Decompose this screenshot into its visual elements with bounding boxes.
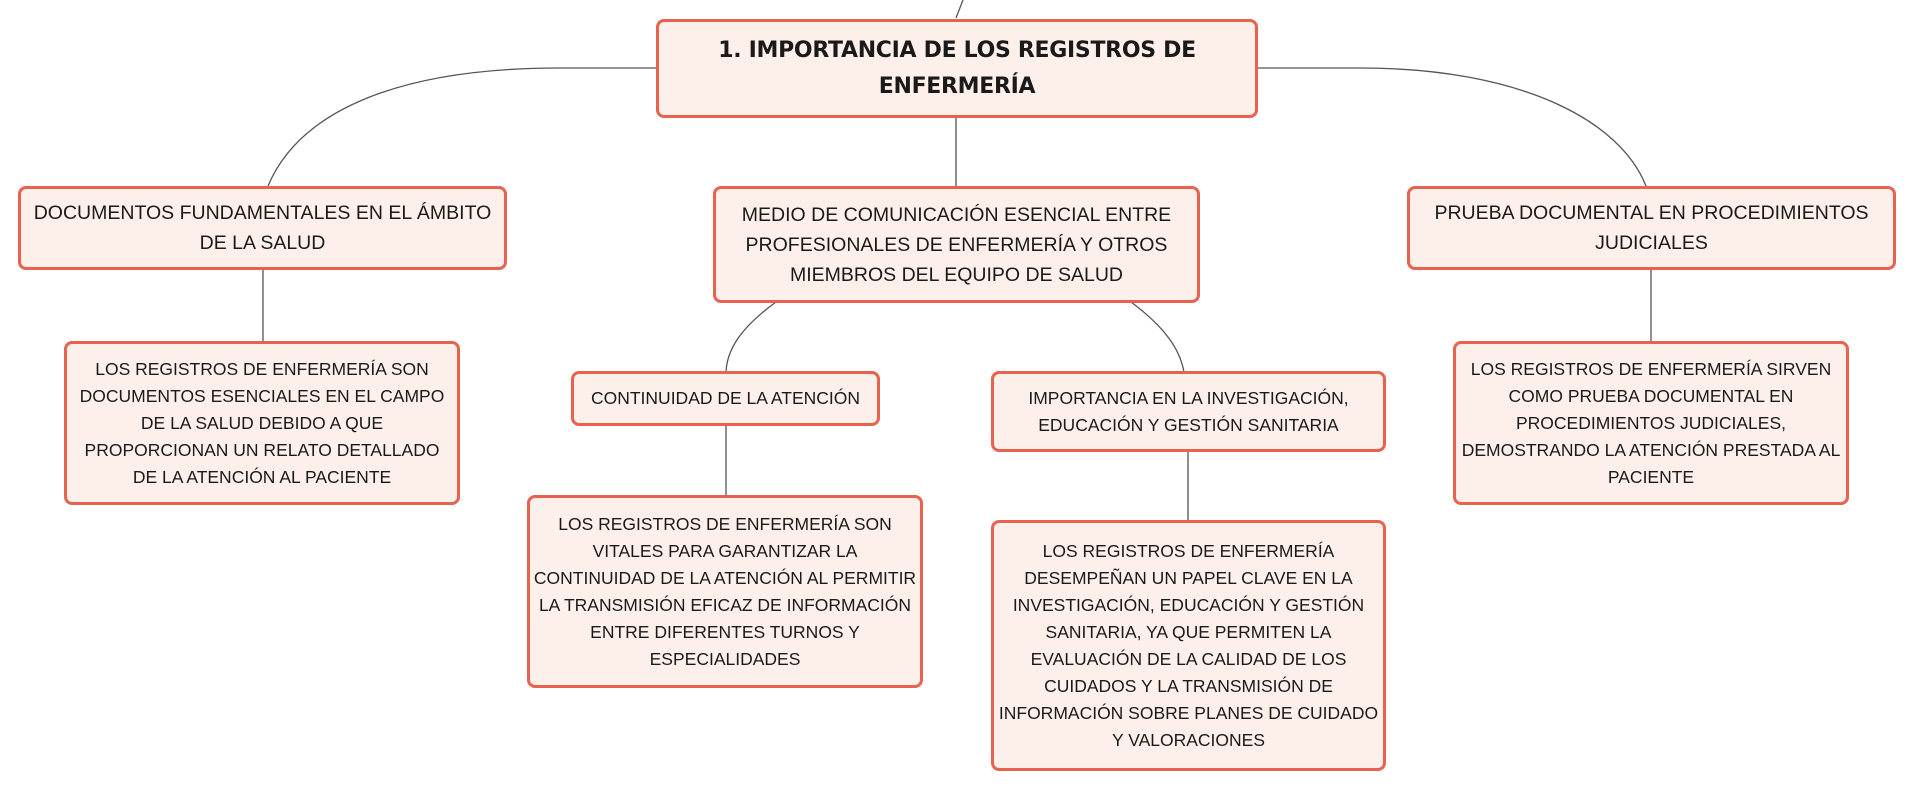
topic-label: IMPORTANCIA EN LA INVESTIGACIÓN, EDUCACIÓN Y GESTIÓN SANITARIA [1028, 387, 1349, 435]
connector-root-to-documentos [268, 68, 656, 186]
connector-medio-to-importancia [1131, 302, 1184, 372]
root-topic[interactable] [656, 19, 1258, 118]
topic-label: CONTINUIDAD DE LA ATENCIÓN [590, 388, 861, 408]
topic-documentos-fundamentales[interactable] [18, 186, 507, 270]
detail-documentos-fundamentales[interactable] [64, 341, 460, 505]
root-topic-label: 1. IMPORTANCIA DE LOS REGISTROS DE ENFERMERÍA [718, 37, 1196, 99]
topic-medio-de-comunicacion[interactable] [713, 186, 1200, 303]
topic-continuidad-de-la-atencion[interactable] [571, 371, 880, 426]
topic-label: DOCUMENTOS FUNDAMENTALES EN EL ÁMBITO DE LA SALUD [33, 202, 492, 254]
detail-prueba-documental[interactable] [1453, 341, 1849, 505]
topic-label: MEDIO DE COMUNICACIÓN ESENCIAL ENTRE PROFESIONALES DE ENFERMERÍA Y OTROS MIEMBROS DEL EQUIPO DE SALUD [741, 203, 1172, 286]
detail-text: LOS REGISTROS DE ENFERMERÍA SON VITALES PARA GARANTIZAR LA CONTINUIDAD DE LA ATENCIÓN AL PERMITIR LA TRANSMISIÓN EFICAZ DE INFORMACIÓN ENTRE DIFERENTES TURNOS Y ESPECIALIDADES [533, 513, 917, 669]
connector-root-to-prueba [1257, 68, 1646, 186]
connector-parent-edge [956, 0, 963, 18]
detail-text: LOS REGISTROS DE ENFERMERÍA DESEMPEÑAN UN PAPEL CLAVE EN LA INVESTIGACIÓN, EDUCACIÓN Y GESTIÓN SANITARIA, YA QUE PERMITEN LA EVALUACIÓN DE LA CALIDAD DE LOS CUIDADOS Y LA TRANSMISIÓN DE INFORMACIÓN SOBRE PLANES DE CUIDADO Y VALORACIONES [998, 540, 1379, 750]
topic-prueba-documental[interactable] [1407, 186, 1896, 270]
topic-importancia-investigacion[interactable] [991, 371, 1386, 452]
detail-text: LOS REGISTROS DE ENFERMERÍA SIRVEN COMO PRUEBA DOCUMENTAL EN PROCEDIMIENTOS JUDICIALES, DEMOSTRANDO LA ATENCIÓN PRESTADA AL PACIENTE [1461, 358, 1841, 487]
connector-medio-to-continuidad [726, 302, 776, 372]
detail-importancia-investigacion[interactable] [991, 520, 1386, 771]
topic-label: PRUEBA DOCUMENTAL EN PROCEDIMIENTOS JUDICIALES [1434, 202, 1869, 254]
detail-text: LOS REGISTROS DE ENFERMERÍA SON DOCUMENTOS ESENCIALES EN EL CAMPO DE LA SALUD DEBIDO A QUE PROPORCIONAN UN RELATO DETALLADO DE LA ATENCIÓN AL PACIENTE [79, 358, 445, 487]
detail-continuidad-de-la-atencion[interactable] [527, 495, 923, 688]
